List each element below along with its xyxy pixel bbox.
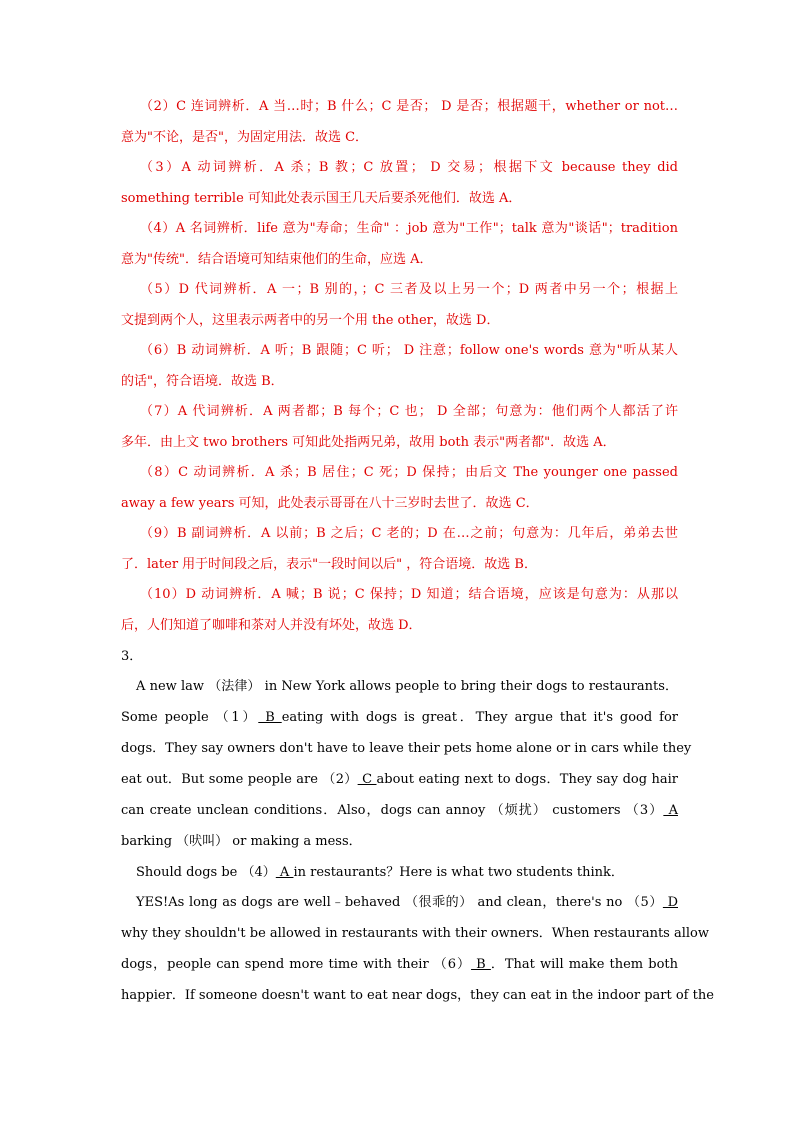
passage-line: dogs．They say owners don't have to leave their pets home alone or in cars while they [121,741,692,756]
passage-text: dogs，people can spend more time with their （6） [121,957,472,972]
answer-4-line1: （4）A 名词辨析．life 意为"寿命；生命" ：job 意为"工作"；talk 意为"谈话"；tradition [140,221,678,236]
passage-line [136,894,678,912]
answer-6-line1: （6）B 动词辨析．A 听；B 跟随；C 听； D 注意；follow one's words 意为"听从某人 [140,343,678,358]
passage-text: eating with dogs is great．They argue that it's good for [281,710,678,725]
answer-blank-2: C [357,772,377,787]
passage-text: Should dogs be （4） [136,865,276,880]
passage-line: A new law （法律） in New York allows people to bring their dogs to restaurants． [136,679,678,694]
answer-7-line2: 多年．由上文 two brothers 可知此处指两兄弟，故用 both 表示"两者都"．故选 A． [121,435,616,450]
answer-8-line1: （8）C 动词辨析．A 杀；B 居住；C 死；D 保持；由后文 The younger one passed [140,465,678,480]
answer-9-line2: 了．later 用于时间段之后，表示"一段时间以后" ，符合语境．故选 B． [121,557,537,572]
passage-text: Some people （1） [121,710,259,725]
answer-10-line2: 后，人们知道了咖啡和茶对人并没有坏处，故选 D． [121,618,422,633]
passage-line [121,709,678,727]
answer-3-line1: （3）A 动词辨析．A 杀；B 教；C 放置； D 交易；根据下文 because they did [140,160,678,175]
question-number: 3． [121,649,143,664]
passage-text: YES!As long as dogs are well﹣behaved （很乖的） and clean，there's no （5） [136,895,663,910]
passage-text: in restaurants？Here is what two students think． [293,865,624,880]
passage-line [121,771,678,789]
answer-3-line2: something terrible 可知此处表示国王几天后要杀死他们．故选 A． [121,191,522,206]
answer-2-line2: 意为"不论，是否"，为固定用法．故选 C． [121,130,369,145]
passage-text: ．That will make them both [490,957,678,972]
answer-blank-5: D [662,895,678,910]
answer-blank-1: B [258,710,282,725]
answer-blank-6: B [471,957,491,972]
passage-line: barking （吠叫） or making a mess． [121,834,362,849]
answer-10-line1: （10）D 动词辨析．A 喊；B 说；C 保持；D 知道；结合语境，应该是句意为：从那以 [140,587,678,602]
answer-6-line2: 的话"，符合语境．故选 B． [121,374,284,389]
passage-line [121,956,678,974]
answer-9-line1: （9）B 副词辨析．A 以前；B 之后；C 老的；D 在…之前；句意为：几年后，弟弟去世 [140,526,678,541]
answer-7-line1: （7）A 代词辨析．A 两者都；B 每个；C 也； D 全部；句意为：他们两个人都活了许 [140,404,678,419]
passage-text: eat out．But some people are （2） [121,772,358,787]
answer-8-line2: away a few years 可知，此处表示哥哥在八十三岁时去世了．故选 C． [121,496,539,511]
passage-line [136,864,624,882]
answer-2-line1: （2）C 连词辨析．A 当…时；B 什么；C 是否； D 是否；根据题干，whether or not… [140,99,678,114]
passage-line: why they shouldn't be allowed in restaurants with their owners．When restaurants allow [121,926,709,941]
passage-text: can create unclean conditions．Also，dogs can annoy （烦扰） customers （3） [121,803,664,818]
passage-line [121,802,678,820]
answer-blank-4: A [275,865,294,880]
answer-blank-3: A [663,803,678,818]
passage-line: happier．If someone doesn't want to eat near dogs，they can eat in the indoor part of the [121,988,714,1003]
answer-5-line1: （5）D 代词辨析．A 一；B 别的，；C 三者及以上另一个；D 两者中另一个；根据上 [140,282,678,297]
answer-5-line2: 文提到两个人，这里表示两者中的另一个用 the other，故选 D． [121,313,500,328]
answer-4-line2: 意为"传统"．结合语境可知结束他们的生命，应选 A． [121,252,433,267]
passage-text: about eating next to dogs．They say dog hair [376,772,678,787]
